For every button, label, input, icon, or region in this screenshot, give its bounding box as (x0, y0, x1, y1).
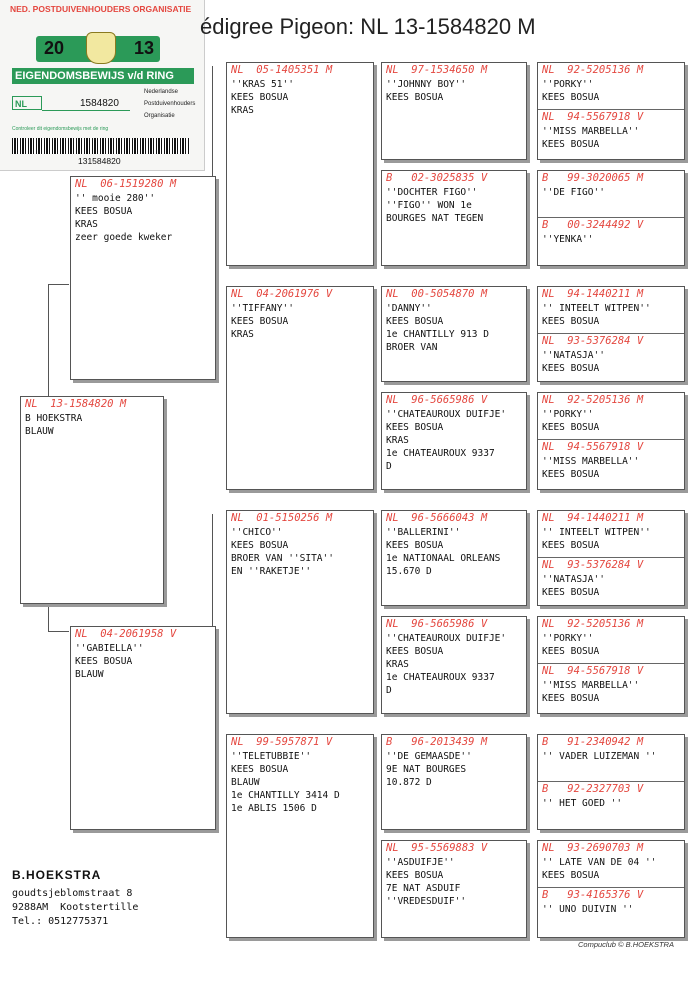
info-line: ''DE FIGO'' (542, 187, 605, 198)
pedigree-grandparent (226, 286, 374, 490)
info-line: '' VADER LUIZEMAN '' (542, 751, 657, 762)
pedigree-pair (537, 510, 685, 606)
pedigree-great-grandparent (381, 510, 527, 606)
footer-credit: Compuclub © B.HOEKSTRA (578, 940, 674, 949)
info-line: ''DE GEMAASDE'' (386, 751, 472, 762)
info-line: BOURGES NAT TEGEN (386, 213, 484, 224)
info-line: KEES BOSUA (386, 540, 444, 551)
info-line: ''JOHNNY BOY'' (386, 79, 467, 90)
info-line: KEES BOSUA (542, 92, 600, 103)
ring-number: NL 96-5665986 V (386, 394, 488, 406)
ring-number: NL 94-5567918 V (542, 665, 644, 677)
ring-number: NL 94-1440211 M (542, 288, 644, 300)
pedigree-great-grandparent (381, 840, 527, 938)
info-line: KEES BOSUA (542, 646, 600, 657)
info-line: D (386, 685, 392, 696)
info-line: KEES BOSUA (542, 693, 600, 704)
info-line: zeer goede kweker (75, 232, 173, 243)
info-line: ''NATASJA'' (542, 574, 605, 585)
info-line: KEES BOSUA (231, 764, 289, 775)
ring-number: NL 01-5150256 M (231, 512, 333, 524)
info-line: ''PORKY'' (542, 633, 594, 644)
info-line: KEES BOSUA (542, 469, 600, 480)
ring-number: NL 93-2690703 M (542, 842, 644, 854)
pedigree-great-grandparent (381, 616, 527, 714)
info-line: 'DANNY'' (386, 303, 432, 314)
pair-second (538, 781, 684, 810)
pedigree-grandparent (226, 734, 374, 938)
card-side-text: Nederlandse Postduivenhouders Organisatie (144, 89, 196, 119)
info-line: 7E NAT ASDUIF (386, 883, 461, 894)
ring-number: NL 04-2061976 V (231, 288, 333, 300)
ring-number: NL 94-5567918 V (542, 111, 644, 123)
owner-street: goudtsjeblomstraat 8 (12, 888, 133, 899)
info-line: ''ASDUIFJE'' (386, 857, 455, 868)
pedigree-pair (537, 840, 685, 938)
pedigree-great-grandparent (381, 170, 527, 266)
owner-phone: Tel.: 0512775371 (12, 916, 109, 927)
info-line: KRAS (75, 219, 98, 230)
card-control-text: Controleer dit eigendomsbewijs met de ring (12, 126, 109, 132)
info-line: KRAS (386, 659, 409, 670)
info-line: KEES BOSUA (542, 363, 600, 374)
ring-number: NL 96-5666043 M (386, 512, 488, 524)
info-line: ''YENKA'' (542, 234, 594, 245)
info-line: ''DOCHTER FIGO'' (386, 187, 478, 198)
pedigree-great-grandparent (381, 392, 527, 490)
pedigree-father (70, 176, 216, 380)
info-line: '' mooie 280'' (75, 193, 156, 204)
info-line: ''PORKY'' (542, 79, 594, 90)
info-line: '' INTEELT WITPEN'' (542, 527, 651, 538)
info-line: KEES BOSUA (75, 206, 133, 217)
info-line: EN ''RAKETJE'' (231, 566, 312, 577)
info-line: 1e CHATEAUROUX 9337 (386, 672, 495, 683)
ring-number: B 96-2013439 M (386, 736, 488, 748)
pedigree-grandparent (226, 510, 374, 714)
ring-number: NL 95-5569883 V (386, 842, 488, 854)
ring-number: NL 92-5205136 M (542, 394, 644, 406)
info-line: 15.670 D (386, 566, 432, 577)
info-line: ''MISS MARBELLA'' (542, 680, 640, 691)
info-line: BLAUW (231, 777, 260, 788)
pedigree-pair (537, 286, 685, 382)
info-line: KEES BOSUA (542, 870, 600, 881)
ring-number: NL 04-2061958 V (75, 628, 177, 640)
ring-number: NL 05-1405351 M (231, 64, 333, 76)
barcode-icon (12, 138, 190, 154)
info-line: 1e CHANTILLY 3414 D (231, 790, 340, 801)
info-line: ''CHATEAUROUX DUIFJE' (386, 409, 507, 420)
info-line: KEES BOSUA (542, 540, 600, 551)
info-line: 1e ABLIS 1506 D (231, 803, 317, 814)
info-line: B HOEKSTRA (25, 413, 83, 424)
ring-number: NL 96-5665986 V (386, 618, 488, 630)
info-line: 1e CHANTILLY 913 D (386, 329, 489, 340)
info-line: ''MISS MARBELLA'' (542, 456, 640, 467)
info-line: KEES BOSUA (386, 422, 444, 433)
pedigree-great-grandparent (381, 62, 527, 160)
info-line: KRAS (231, 329, 254, 340)
info-line: 1e NATIONAAL ORLEANS (386, 553, 501, 564)
ring-number: B 99-3020065 M (542, 172, 644, 184)
info-line: ''PORKY'' (542, 409, 594, 420)
info-line: ''NATASJA'' (542, 350, 605, 361)
pedigree-pair (537, 170, 685, 266)
owner-name: B.HOEKSTRA (12, 868, 102, 882)
ring-ownership-card (0, 0, 205, 171)
pair-second (538, 887, 684, 916)
card-organisation: NED. POSTDUIVENHOUDERS ORGANISATIE (10, 4, 192, 14)
pedigree-pair (537, 62, 685, 160)
info-line: KEES BOSUA (75, 656, 133, 667)
card-barcode-number: 131584820 (78, 156, 121, 166)
info-line: '' LATE VAN DE 04 '' (542, 857, 657, 868)
ring-number: B 92-2327703 V (542, 783, 644, 795)
info-line: KEES BOSUA (231, 316, 289, 327)
ring-number: NL 92-5205136 M (542, 64, 644, 76)
pedigree-subject (20, 396, 164, 604)
pedigree-pair (537, 392, 685, 490)
ring-number: NL 97-1534650 M (386, 64, 488, 76)
info-line: 10.872 D (386, 777, 432, 788)
pair-second (538, 109, 684, 151)
info-line: BLAUW (75, 669, 104, 680)
pedigree-great-grandparent (381, 734, 527, 830)
info-line: ''FIGO'' WON 1e (386, 200, 472, 211)
info-line: KEES BOSUA (542, 587, 600, 598)
info-line: '' HET GOED '' (542, 798, 623, 809)
info-line: KEES BOSUA (386, 316, 444, 327)
ring-number: NL 00-5054870 M (386, 288, 488, 300)
pedigree-great-grandparent (381, 286, 527, 382)
card-year-right: 13 (133, 38, 154, 58)
ring-number: B 93-4165376 V (542, 889, 644, 901)
ring-number: NL 94-5567918 V (542, 441, 644, 453)
ring-number: B 00-3244492 V (542, 219, 644, 231)
info-line: ''GABIELLA'' (75, 643, 144, 654)
info-line: D (386, 461, 392, 472)
pedigree-mother (70, 626, 216, 830)
info-line: ''CHICO'' (231, 527, 283, 538)
info-line: ''TELETUBBIE'' (231, 751, 312, 762)
info-line: BROER VAN (386, 342, 438, 353)
info-line: KEES BOSUA (386, 92, 444, 103)
ring-number: NL 92-5205136 M (542, 618, 644, 630)
info-line: KEES BOSUA (231, 540, 289, 551)
info-line: 1e CHATEAUROUX 9337 (386, 448, 495, 459)
ring-number: B 91-2340942 M (542, 736, 644, 748)
card-banner: EIGENDOMSBEWIJS v/d RING (12, 68, 194, 84)
card-country: NL (12, 96, 42, 110)
info-line: KEES BOSUA (542, 422, 600, 433)
info-line: '' INTEELT WITPEN'' (542, 303, 651, 314)
lion-crest-icon (86, 32, 116, 64)
info-line: KEES BOSUA (542, 316, 600, 327)
owner-city: 9288AM Kootstertille (12, 902, 139, 913)
ring-number: NL 06-1519280 M (75, 178, 177, 190)
info-line: ''CHATEAUROUX DUIFJE' (386, 633, 507, 644)
card-year-left: 20 (44, 38, 65, 58)
info-line: ''KRAS 51'' (231, 79, 294, 90)
info-line: KRAS (386, 435, 409, 446)
ring-number: NL 94-1440211 M (542, 512, 644, 524)
ring-number: NL 99-5957871 V (231, 736, 333, 748)
card-ring-number: 1584820 (80, 98, 119, 109)
page-title: édigree Pigeon: NL 13-1584820 M (200, 14, 536, 39)
ring-number: NL 93-5376284 V (542, 559, 644, 571)
info-line: KEES BOSUA (231, 92, 289, 103)
info-line: '' UNO DUIVIN '' (542, 904, 634, 915)
info-line: ''TIFFANY'' (231, 303, 294, 314)
pair-second (538, 439, 684, 481)
info-line: 9E NAT BOURGES (386, 764, 467, 775)
info-line: BROER VAN ''SITA'' (231, 553, 334, 564)
info-line: ''MISS MARBELLA'' (542, 126, 640, 137)
owner-address (12, 868, 138, 929)
info-line: KEES BOSUA (386, 646, 444, 657)
pedigree-grandparent (226, 62, 374, 266)
pair-second (538, 557, 684, 599)
pedigree-pair (537, 734, 685, 830)
pair-second (538, 217, 684, 246)
ring-number: NL 93-5376284 V (542, 335, 644, 347)
info-line: ''VREDESDUIF'' (386, 896, 467, 907)
info-line: BLAUW (25, 426, 54, 437)
pair-second (538, 333, 684, 375)
info-line: KRAS (231, 105, 254, 116)
info-line: KEES BOSUA (386, 870, 444, 881)
pair-second (538, 663, 684, 705)
pedigree-pair (537, 616, 685, 714)
card-year-plate (36, 36, 160, 62)
info-line: ''BALLERINI'' (386, 527, 461, 538)
ring-number: B 02-3025835 V (386, 172, 488, 184)
ring-number: NL 13-1584820 M (25, 398, 127, 410)
info-line: KEES BOSUA (542, 139, 600, 150)
